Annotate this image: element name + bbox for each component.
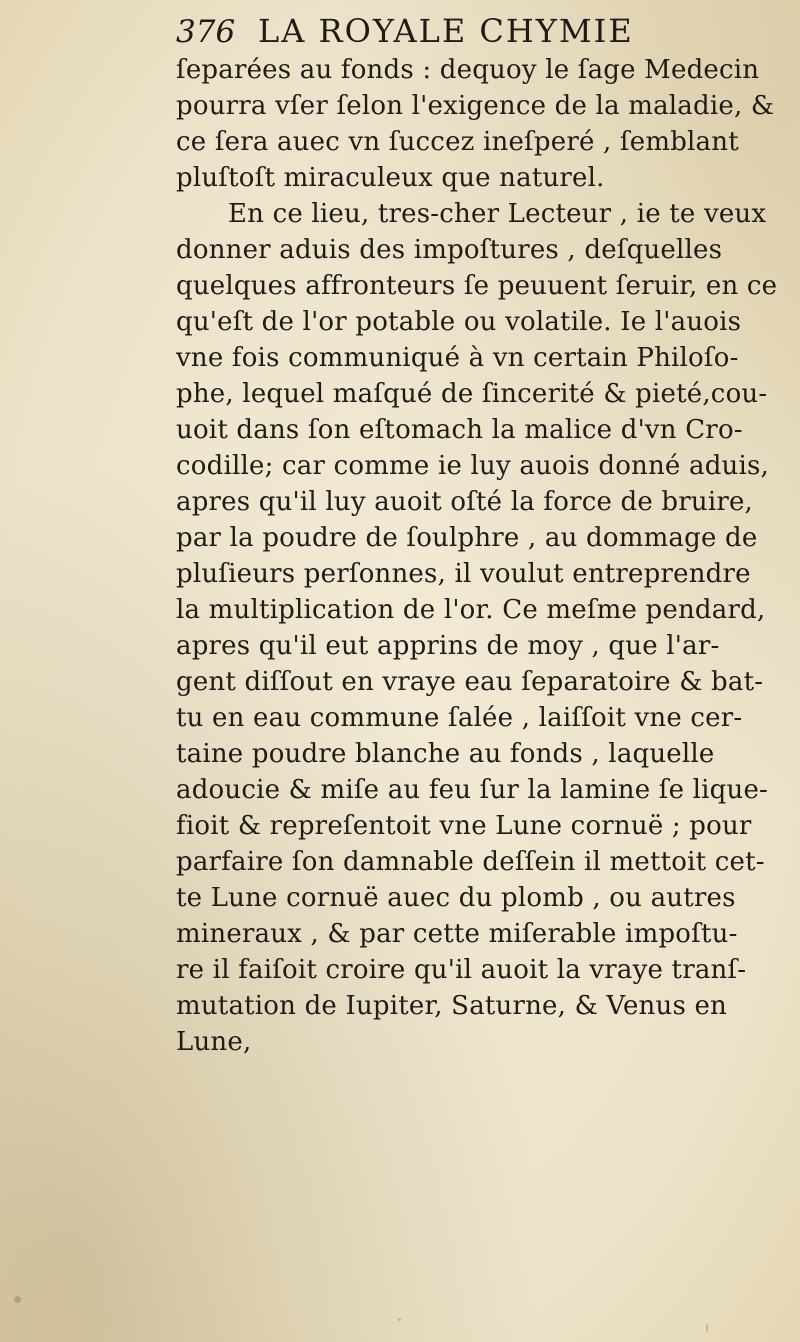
text-line: taine poudre blanche au fonds , laquelle: [176, 739, 715, 769]
text-line: la multiplication de l'or. Ce meſme pendard,: [176, 595, 766, 625]
text-line: codille; car comme ie luy auois donné aduis,: [176, 451, 770, 481]
text-line: re il faiſoit croire qu'il auoit la vraye tranſ-: [176, 955, 747, 985]
text-line: par la poudre de ſoulphre , au dommage de: [176, 523, 758, 553]
text-line: uoit dans ſon eſtomach la malice d'vn Cro-: [176, 415, 743, 445]
page-number: 376: [176, 14, 236, 50]
text-line: pluſtoſt miraculeux que naturel.: [176, 163, 605, 193]
text-line: donner aduis des impoſtures , deſquelles: [176, 235, 723, 265]
text-line: quelques affronteurs ſe peuuent ſeruir, en ce: [176, 271, 778, 301]
text-line: ce ſera auec vn ſuccez ineſperé , ſemblant: [176, 127, 739, 157]
text-line: parfaire ſon damnable deſſein il mettoit cet-: [176, 847, 765, 877]
text-line: tu en eau commune ſalée , laiſſoit vne cer-: [176, 703, 743, 733]
text-line: te Lune cornuë auec du plomb , ou autres: [176, 883, 736, 913]
text-line: En ce lieu, tres-cher Lecteur , ie te veux: [228, 199, 767, 229]
text-line: qu'eſt de l'or potable ou volatile. Ie l'auois: [176, 307, 742, 337]
text-line: Lune,: [176, 1027, 252, 1057]
text-line: apres qu'il luy auoit oſté la force de bruire,: [176, 487, 754, 517]
text-line: pluſieurs perſonnes, il voulut entreprendre: [176, 559, 751, 589]
text-line: vne fois communiqué à vn certain Philoſo-: [176, 343, 739, 373]
text-line: gent diſſout en vraye eau ſeparatoire & bat-: [176, 667, 764, 697]
text-line: phe, lequel maſqué de ſincerité & pieté,cou-: [176, 379, 768, 409]
running-title: LA ROYALE CHYMIE: [258, 12, 634, 50]
page-header: [176, 10, 776, 54]
text-line: fioit & repreſentoit vne Lune cornuë ; pour: [176, 811, 752, 841]
text-line: apres qu'il eut apprins de moy , que l'ar-: [176, 631, 720, 661]
text-line: ſeparées au fonds : dequoy le ſage Medecin: [176, 55, 760, 85]
text-line: mineraux , & par cette miſerable impoſtu-: [176, 919, 738, 949]
text-line: pourra vſer ſelon l'exigence de la maladie, &: [176, 91, 775, 121]
text-line: mutation de Iupiter, Saturne, & Venus en: [176, 991, 727, 1021]
text-line: adoucie & miſe au feu ſur la lamine ſe lique-: [176, 775, 769, 805]
